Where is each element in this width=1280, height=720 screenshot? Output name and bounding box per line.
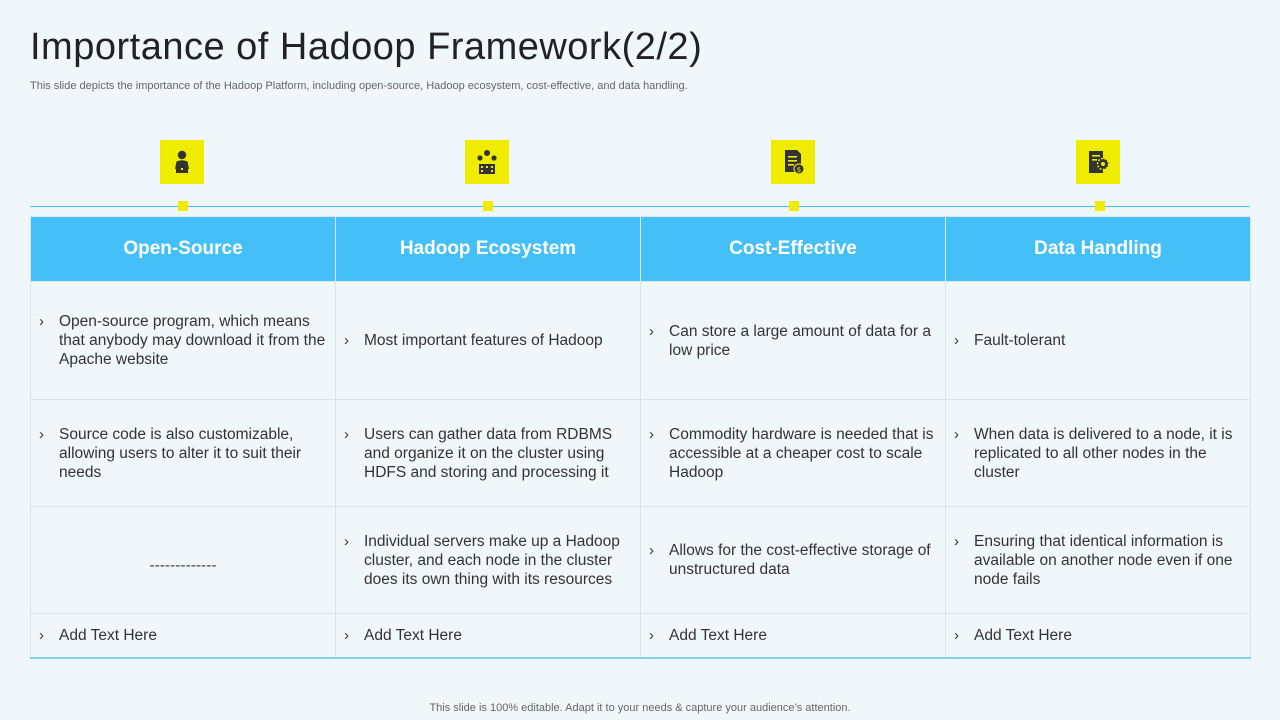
timeline-line: [30, 206, 1250, 207]
page-title: Importance of Hadoop Framework(2/2): [30, 26, 703, 68]
column-header-cost-effective: Cost-Effective: [641, 217, 946, 282]
chevron-right-icon: ›: [344, 627, 349, 644]
chevron-right-icon: ›: [954, 627, 959, 644]
features-table: [30, 216, 1251, 659]
table-cell: › Individual servers make up a Hadoop cluster, and each node in the cluster does its own thing with its resources: [336, 507, 641, 614]
chevron-right-icon: ›: [954, 425, 959, 443]
money-building-icon: [465, 140, 509, 184]
table-cell: › Users can gather data from RDBMS and organize it on the cluster using HDFS and storing and processing it: [336, 400, 641, 507]
chevron-right-icon: ›: [954, 532, 959, 550]
column-header-hadoop-ecosystem: Hadoop Ecosystem: [336, 217, 641, 282]
timeline-dot: [789, 201, 799, 211]
table-cell: › Most important features of Hadoop: [336, 282, 641, 400]
footer-note: This slide is 100% editable. Adapt it to your needs & capture your audience’s attention.: [429, 702, 851, 714]
chevron-right-icon: ›: [39, 313, 44, 330]
table-cell: › Add Text Here: [336, 614, 641, 659]
person-laptop-icon: [160, 140, 204, 184]
chevron-right-icon: ›: [649, 627, 654, 644]
chevron-right-icon: ›: [39, 425, 44, 443]
column-header-data-handling: Data Handling: [946, 217, 1251, 282]
page-subtitle: This slide depicts the importance of the Hadoop Platform, including open-source, Hadoop ecosystem, cost-effective, and data handling.: [30, 80, 688, 92]
table-cell: › Source code is also customizable, allowing users to alter it to suit their needs: [31, 400, 336, 507]
table-row: [31, 507, 1251, 614]
chevron-right-icon: ›: [649, 542, 654, 559]
table-cell: › Open-source program, which means that anybody may download it from the Apache website: [31, 282, 336, 400]
chevron-right-icon: ›: [344, 332, 349, 349]
table-row: [31, 282, 1251, 400]
timeline-dot: [1095, 201, 1105, 211]
column-header-open-source: Open-Source: [31, 217, 336, 282]
dollar-document-icon: [771, 140, 815, 184]
table-cell: › Ensuring that identical information is available on another node even if one node fails: [946, 507, 1251, 614]
table-cell: › Add Text Here: [641, 614, 946, 659]
table-cell: › Add Text Here: [31, 614, 336, 659]
gear-document-icon: [1076, 140, 1120, 184]
table-cell: › Commodity hardware is needed that is accessible at a cheaper cost to scale Hadoop: [641, 400, 946, 507]
placeholder-dashes: -------------: [149, 556, 217, 574]
chevron-right-icon: ›: [649, 425, 654, 443]
table-row: [31, 400, 1251, 507]
table-cell: › Fault-tolerant: [946, 282, 1251, 400]
svg-text:$: $: [796, 166, 802, 174]
table-cell: › Can store a large amount of data for a low price: [641, 282, 946, 400]
table-cell: › When data is delivered to a node, it is replicated to all other nodes in the cluster: [946, 400, 1251, 507]
table-row: [31, 614, 1251, 659]
chevron-right-icon: ›: [344, 425, 349, 443]
chevron-right-icon: ›: [649, 322, 654, 340]
chevron-right-icon: ›: [39, 627, 44, 644]
chevron-right-icon: ›: [954, 332, 959, 349]
table-cell: › Add Text Here: [946, 614, 1251, 659]
table-cell: › Allows for the cost-effective storage of unstructured data: [641, 507, 946, 614]
timeline-dot: [178, 201, 188, 211]
chevron-right-icon: ›: [344, 532, 349, 550]
table-cell: [31, 507, 336, 614]
timeline-dot: [483, 201, 493, 211]
